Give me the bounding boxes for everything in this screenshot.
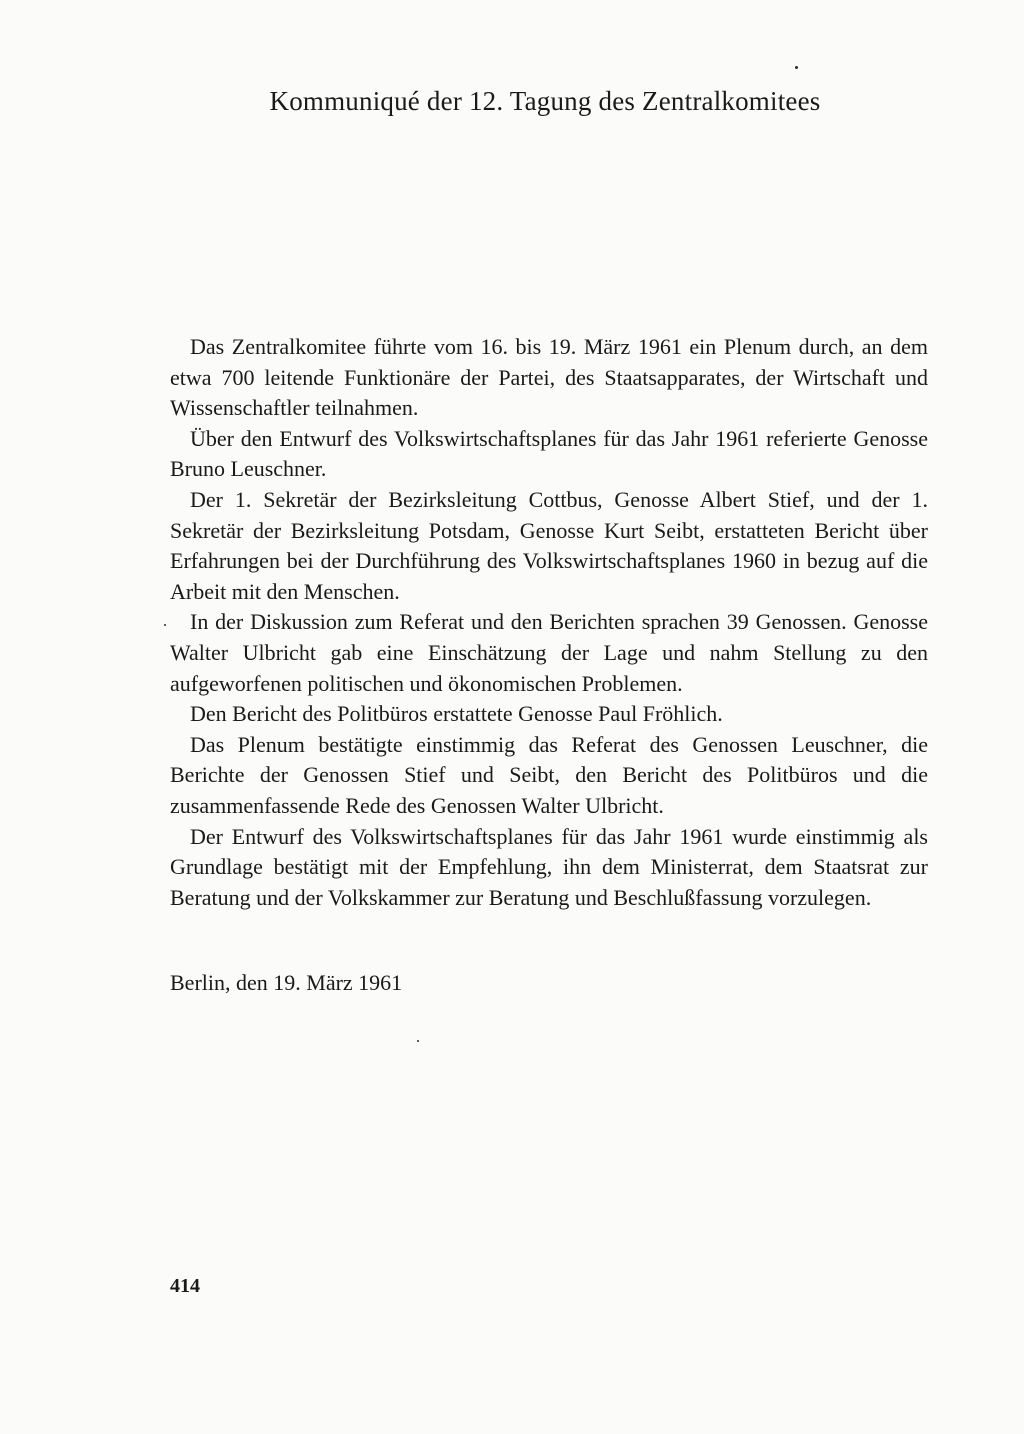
paragraph: Der Entwurf des Volkswirtschaftsplanes für das Jahr 1961 wurde einstimmig als Grundlage bestätigt mit der Empfehlung, ihn dem Ministerrat, dem Staatsrat zur Beratung und der Volkskammer zur Beratung und Beschlußfassung vorzulegen.	[170, 823, 928, 910]
paragraph: Der 1. Sekretär der Bezirksleitung Cottbus, Genosse Albert Stief, und der 1. Sekretär der Bezirksleitung Potsdam, Genosse Kurt Seibt, erstatteten Bericht über Erfahrungen bei der Durchführung des Volkswirtschaftsplanes 1960 in bezug auf die Arbeit mit den Menschen.	[170, 486, 928, 604]
paragraph: In der Diskussion zum Referat und den Berichten sprachen 39 Genossen. Genosse Walter Ulbricht gab eine Einschätzung der Lage und nahm Stellung zu den aufgeworfenen politischen und ökonomischen Problemen.	[170, 609, 928, 696]
page-number: 414	[170, 1275, 200, 1297]
paragraph: Den Bericht des Politbüros erstattete Genosse Paul Fröhlich.	[190, 701, 723, 727]
scan-speck	[164, 624, 166, 626]
scan-speck	[417, 1040, 419, 1042]
communique-body	[170, 332, 928, 913]
scan-speck	[795, 66, 798, 69]
paragraph: Das Plenum bestätigte einstimmig das Referat des Genossen Leuschner, die Berichte der Genossen Stief und Seibt, den Bericht des Politbüros und die zusammenfassende Rede des Genossen Walter Ulbricht.	[170, 731, 928, 818]
dateline: Berlin, den 19. März 1961	[170, 970, 403, 995]
page-title: Kommuniqué der 12. Tagung des Zentralkomitees	[269, 86, 821, 116]
paragraph: Über den Entwurf des Volkswirtschaftsplanes für das Jahr 1961 referierte Genosse Bruno Leuschner.	[170, 425, 928, 482]
paragraph: Das Zentralkomitee führte vom 16. bis 19. März 1961 ein Plenum durch, an dem etwa 700 leitende Funktionäre der Partei, des Staatsapparates, der Wirtschaft und Wissenschaftler teilnahmen.	[170, 334, 928, 421]
